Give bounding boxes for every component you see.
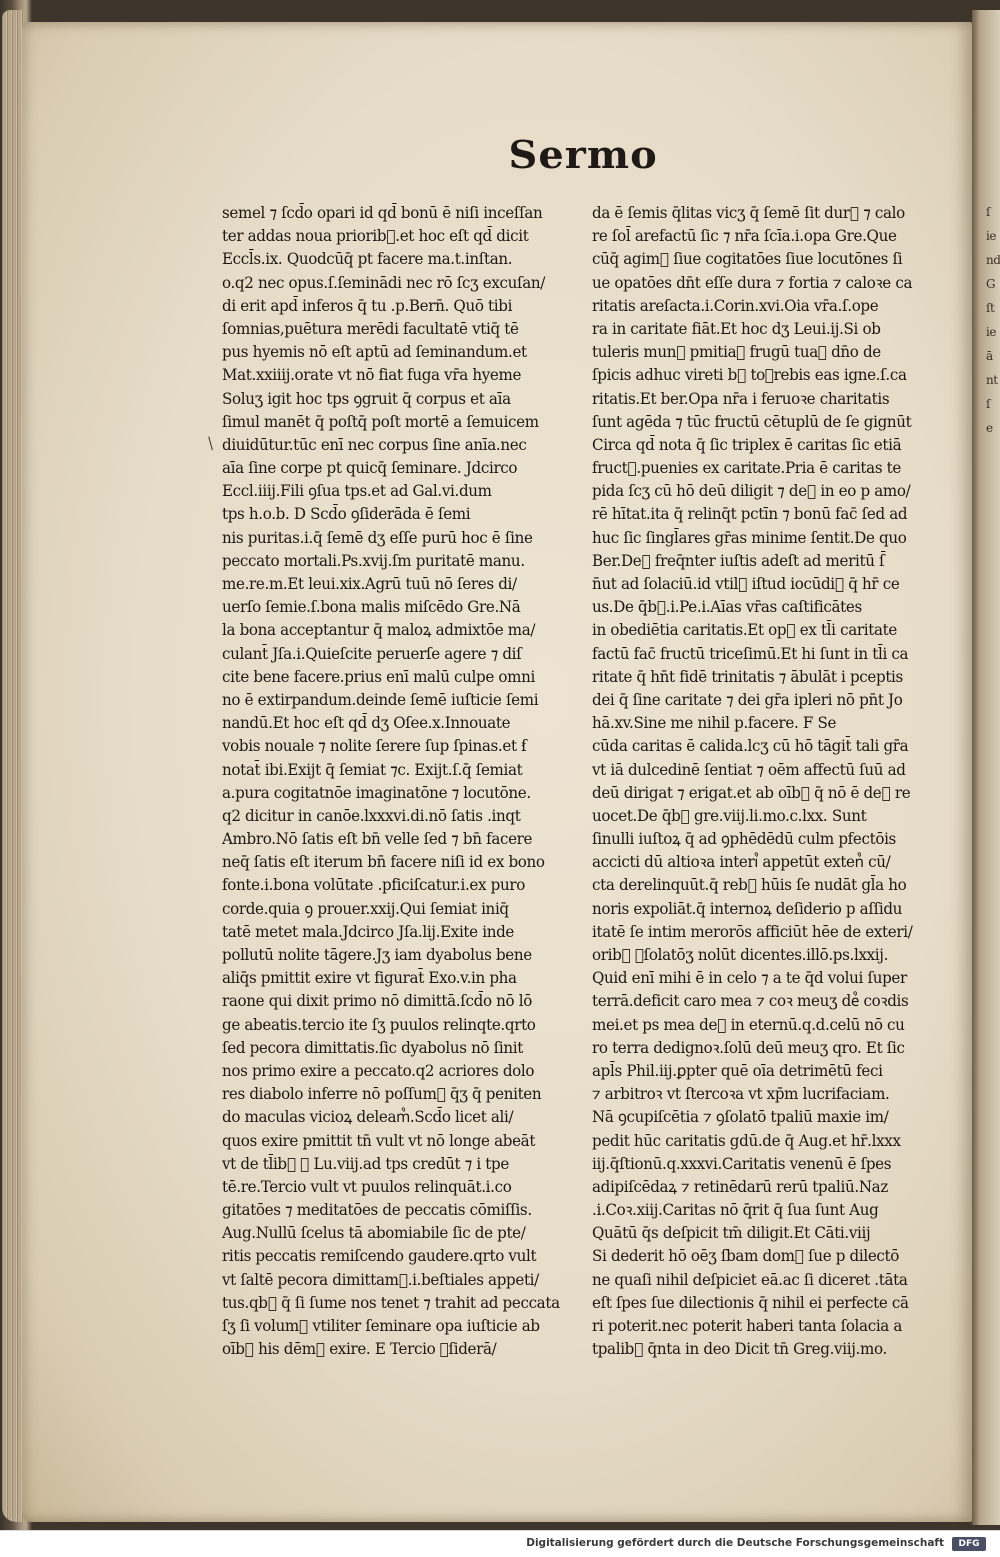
right-text-column (592, 202, 954, 1361)
facing-page-fragment: ā (986, 349, 993, 363)
text-line: da ē ſemis q̄litas vicʒ q̄ ſemē ſit dur᷒ ⁊ calo (592, 204, 905, 222)
facing-page-edge (972, 10, 1000, 1525)
text-line: di erit apd̄ inferos q̄ tu .p.Bern̄. Quō tibi (222, 296, 513, 315)
text-line: tuleris mun᷒ pmitiaꝝ frugū tuaꝝ dn̄o de (592, 343, 881, 362)
text-line: o.q2 nec opus.ſ.ſeminādi nec rō ſcʒ excuſan/ (222, 273, 546, 292)
facing-page-fragment: G (986, 277, 996, 291)
text-line: pus hyemis nō eſt aptū ad ſeminandum.et (222, 343, 527, 362)
text-line: .i.Coꝛ.xiij.Caritas nō q̄rit q̄ ſua ſunt Aug (592, 1201, 879, 1220)
text-line: huc ſic ſingl̄ares gr̄as minime ſentit.De quo (592, 528, 907, 547)
text-line: a.pura cogitatnōe imaginatōne ⁊ locutōne. (222, 783, 531, 802)
text-line: ter addas noua priorib᷒.et hoc eſt qd̄ dicit (222, 227, 529, 246)
text-line: itatē ſe intim merorōs afficiūt hēe de exteri/ (592, 922, 913, 941)
text-line: notat̄ ibi.Exijt q̄ ſemiat ⁊c. Exijt.ſ.q̄ ſemiat (222, 760, 523, 779)
text-line: ſpicis adhuc vireti b᷒ toꝛrebis eas igne.ſ.ca (592, 366, 907, 385)
text-line: ſinulli iuſtoꝝ q̄ ad ꝯphēdēdū culm pfectōis (592, 830, 896, 849)
text-line: uerſo ſemie.ſ.bona malis miſcēdo Gre.Nā (222, 598, 521, 617)
text-line: Mat.xxiiij.orate vt nō fiat fuga vr̄a hyeme (222, 366, 522, 385)
text-line: cite bene facere.prius enī malū culpe omni (222, 667, 535, 686)
text-line: hā.xv.Sine me nihil p.facere. F Se (592, 714, 837, 733)
text-line: adipiſcēdaꝝ ⁊ retinēdarū rerū tpaliū.Naz (592, 1177, 888, 1196)
text-line: orib᷒ ꝯſolatōʒ nolūt dicentes.illō.ps.lxxij. (592, 946, 889, 964)
text-line: noris expoliāt.q̄ internoꝝ deſiderio p aſſidu (592, 899, 903, 918)
text-line: corde.quia ꝯ prouer.xxij.Qui ſemiat iniq̄ (222, 899, 509, 918)
text-line: cūda caritas ē calida.lcʒ cū hō tāgit̄ tali gr̄a (592, 737, 909, 756)
text-line: aliq̄s pmittit exire vt figurat̄ Exo.v.in pha (222, 969, 517, 988)
text-line: tatē metet mala.Jdcirco Jſa.lij.Exite inde (222, 922, 514, 941)
text-line: ſed pecora dimittatis.ſic dyabolus nō ſinit (222, 1038, 523, 1057)
text-line: dei q̄ ſine caritate ⁊ dei gr̄a ipleri nō pn̄t Jo (592, 690, 903, 709)
text-line: mei.et ps mea de᷒ in eternū.q.d.celū nō cu (592, 1015, 905, 1034)
text-line: Si dederit hō oēʒ ſbam dom᷒ ſue p dilectō (592, 1247, 900, 1266)
text-line: Nā ꝯcupiſcētia ⁊ ꝯſolatō tpaliū maxie im/ (592, 1108, 889, 1127)
text-line: res diabolo inferre nō poſſum᷒ q̄ʒ q̄ peniten (222, 1085, 542, 1104)
text-line: quos exire pmittit tn̄ vult vt nō longe abeāt (222, 1131, 536, 1150)
text-line: Ber.De᷒ freq̄nter iuſtis adeſt ad meritū ſ̄ (592, 551, 885, 570)
facing-page-fragments (972, 10, 1000, 440)
facing-page-fragment: nd (986, 253, 1000, 267)
text-line: Quid enī mihi ē in celo ⁊ a te q̄d volui ſuper (592, 969, 907, 988)
facing-page-fragment: ie (986, 229, 996, 243)
text-line: neq̄ ſatis eſt iterum bn̄ facere niſi id ex bono (222, 853, 545, 872)
text-line: vobis nouale ⁊ nolite ſerere ſup ſpinas.et ẜ (222, 737, 527, 756)
text-line: ue opatōes dn̄t eſſe dura ⁊ fortia ⁊ caloꝛe ca (592, 273, 913, 292)
text-line: ⁊ arbitroꝛ vt ſtercoꝛa vt xp̄m lucrifaciam. (592, 1085, 890, 1104)
text-line: culant̄ Jſa.i.Quieſcite peruerſe agere ⁊ diſ (222, 644, 522, 663)
text-line: nandū.Et hoc eſt qd̄ dʒ Oſee.x.Innouate (222, 714, 511, 733)
text-line: us.De q̄b᷒.i.Pe.i.Aīas vr̄as caſtificātes (592, 598, 862, 617)
facing-page-fragment: nt (986, 373, 998, 387)
text-line: Quātū q̄s deſpicit tm̄ diligit.Et Cāti.viij (592, 1224, 871, 1243)
text-line: fonte.i.bona volūtate .pficiſcatur.i.ex puro (222, 876, 525, 895)
text-line: ſomnias,puētura merēdi facultatē vtiq̄ tē (222, 319, 519, 338)
text-line: pedit hūc caritatis gdū.de q̄ Aug.et hr̄.lxxx (592, 1131, 901, 1150)
dfg-logo: DFG (952, 1537, 986, 1551)
text-line: raone qui dixit primo nō dimittā.ſcd̄o nō lō (222, 992, 532, 1011)
text-line: nis puritas.i.q̄ ſemē dʒ eſſe purū hoc ē ſine (222, 528, 533, 547)
text-line: do maculas vicioꝝ deleam᷒.Scd̄o licet ali/ (222, 1108, 514, 1127)
facing-page-fragment: ſ (986, 205, 990, 219)
footer-bar (0, 1530, 1000, 1557)
text-line: uocet.De q̄b᷒ gre.viij.li.mo.c.lxx. Sunt (592, 806, 867, 825)
text-line: pida ſcʒ cū hō deū diligit ⁊ de᷒ in eo p amo/ (592, 482, 911, 501)
text-line: terrā.deficit caro mea ⁊ coꝛ meuʒ de᷒ coꝛdis (592, 992, 909, 1011)
text-line: Aug.Nullū ſcelus tā abomiabile ſic de pte/ (222, 1224, 526, 1243)
page-stack-edge (2, 10, 24, 1522)
text-line: semel ⁊ ſcd̄o opari id qd̄ bonū ē niſi inceſſan (222, 204, 543, 222)
text-line: me.re.m.Et leui.xix.Agrū tuū nō ſeres di/ (222, 575, 517, 593)
text-line: aīa ſine corpe pt quicq̄ ſeminare. Jdcirco (222, 459, 518, 478)
text-line: in obediētia caritatis.Et op᷒ ex tl̄i caritate (592, 621, 897, 640)
text-line: eſt ſpes ſue dilectionis q̄ nihil ei perfecte cā (592, 1293, 909, 1312)
text-line: accicti dū altioꝛa interi᷒ appetūt exten᷒ cū/ (592, 853, 891, 872)
left-text-column (222, 202, 584, 1361)
text-line: diuidūtur.tūc enī nec corpus ſine anīa.nec (222, 435, 527, 454)
text-line: rē hītat.ita q̄ relinq̄t pctīn ⁊ bonū fac̄ ſed ad (592, 505, 908, 524)
text-line: apl̄s Phil.iij.ꝑpter quē oīa detrimētū feci (592, 1061, 883, 1080)
text-line: ſʒ ſi volum᷒ vtiliter ſeminare opa iuſticie ab (222, 1317, 540, 1335)
text-line: la bona acceptantur q̄ maloꝝ admixtōe ma/ (222, 621, 536, 640)
text-line: ra in caritate fiāt.Et hoc dʒ Leui.ij.Si ob (592, 319, 881, 338)
facing-page-fragment: ie (986, 325, 996, 339)
text-line: Eccl.iiij.Fili ꝯſua tps.et ad Gal.vi.dum (222, 482, 492, 501)
text-line: ri poterit.nec poterit haberi tanta ſolacia a (592, 1317, 903, 1335)
facing-page-fragment: e (986, 421, 993, 435)
text-line: ritate q̄ hn̄t fidē trinitatis ⁊ ābulāt i pceptis (592, 667, 903, 686)
text-line: tus.qb᷒ q̄ ſi ſume nos tenet ⁊ trahit ad peccata (222, 1293, 560, 1312)
text-line: ge abeatis.tercio ite ſʒ puulos relinqte.qrto (222, 1015, 536, 1034)
text-line: no ē extirpandum.deinde ſemē iuſticie ſemi (222, 690, 539, 709)
facing-page-fragment: ſ (986, 397, 990, 411)
text-line: peccato mortali.Ps.xvij.ſm puritatē manu. (222, 551, 525, 570)
text-line: ſimul manēt q̄ poſtq̄ poſt mortē a ſemuicem (222, 412, 539, 431)
text-line: vt iā dulcedinē ſentiat ⁊ oēm affectū ſuū ad (592, 760, 906, 779)
text-line: pollutū nolite tāgere.Jʒ iam dyabolus bene (222, 946, 532, 964)
text-line: fruct᷒.puenies ex caritate.Pria ē caritas te (592, 459, 901, 478)
funding-credit: Digitalisierung gefördert durch die Deutsche Forschungsgemeinschaft (526, 1537, 944, 1549)
text-line: gitatōes ⁊ meditatōes de peccatis cōmiſſis. (222, 1201, 532, 1220)
text-line: ne quaſi nihil deſpiciet eā.ac ſi diceret .tāta (592, 1270, 908, 1289)
text-line: ritatis areſacta.i.Corin.xvi.Oia vr̄a.ſ.ope (592, 296, 879, 315)
text-line: n̄ut ad ſolaciū.id vtil᷒ iſtud iocūdi᷒ q̄ hr̄ ce (592, 575, 900, 593)
text-line: ſunt agēda ⁊ tūc fructū cētuplū de ſe gignūt (592, 412, 912, 431)
facing-page-fragment: ſt (986, 301, 995, 315)
text-line: nos primo exire a peccato.q2 acriores dolo (222, 1061, 535, 1080)
text-line: deū dirigat ⁊ erigat.et ab oīb᷒ q̄ nō ē de᷒ re (592, 783, 911, 802)
text-line: iij.q̄ſtionū.q.xxxvi.Caritatis venenū ē ſpes (592, 1154, 892, 1173)
text-line: ro terra dedignoꝛ.ſolū deū meuʒ qro. Et ſic (592, 1038, 905, 1057)
text-line: re ſol̄ arefactū ſic ⁊ nr̄a ſcīa.i.opa Gre.Que (592, 227, 897, 246)
text-line: tpalib᷒ q̄nta in deo Dicit tn̄ Greg.viij.mo. (592, 1340, 887, 1359)
text-line: Ambro.Nō ſatis eſt bn̄ velle ſed ⁊ bn̄ facere (222, 830, 533, 849)
text-line: vt ſaltē pecora dimittam᷒.i.beſtiales appeti/ (222, 1270, 539, 1289)
page-header: Sermo (508, 132, 658, 177)
text-line: Eccl̄s.ix. Quodcūq̄ pt facere ma.t.inſtan. (222, 250, 513, 269)
text-line: ritatis.Et ber.Opa nr̄a i feruoꝛe charitatis (592, 389, 890, 408)
text-line: tps h.o.b. D Scd̄o ꝯſiderāda ē ſemi (222, 505, 471, 524)
text-line: tē.re.Tercio vult vt puulos relinquāt.i.co (222, 1177, 512, 1196)
text-line: cūq̄ agim᷒ ſiue cogitatōes ſiue locutōnes ſi (592, 250, 903, 269)
text-line: factū fac̄ fructū triceſimū.Et hi ſunt in tl̄i ca (592, 644, 909, 663)
text-line: oīb᷒ his dēm᷒ exire. E Tercio ꝯſiderā/ (222, 1340, 497, 1359)
text-line: Soluʒ igit hoc tps ꝯgruit q̄ corpus et aīa (222, 389, 511, 408)
text-line: cta derelinquūt.q̄ reb᷒ hūis ſe nudāt gl̄a ho (592, 876, 907, 895)
text-line: ritis peccatis remiſcendo gaudere.qrto vult (222, 1247, 537, 1266)
text-line: q2 dicitur in canōe.lxxxvi.di.nō ſatis .inqt (222, 806, 521, 825)
text-line: vt de tl̄ib᷒ ꝯ Lu.viij.ad tps credūt ⁊ i tpe (222, 1154, 509, 1173)
text-line: Circa qd̄ nota q̄ ſic triplex ē caritas ſic etiā (592, 435, 902, 454)
